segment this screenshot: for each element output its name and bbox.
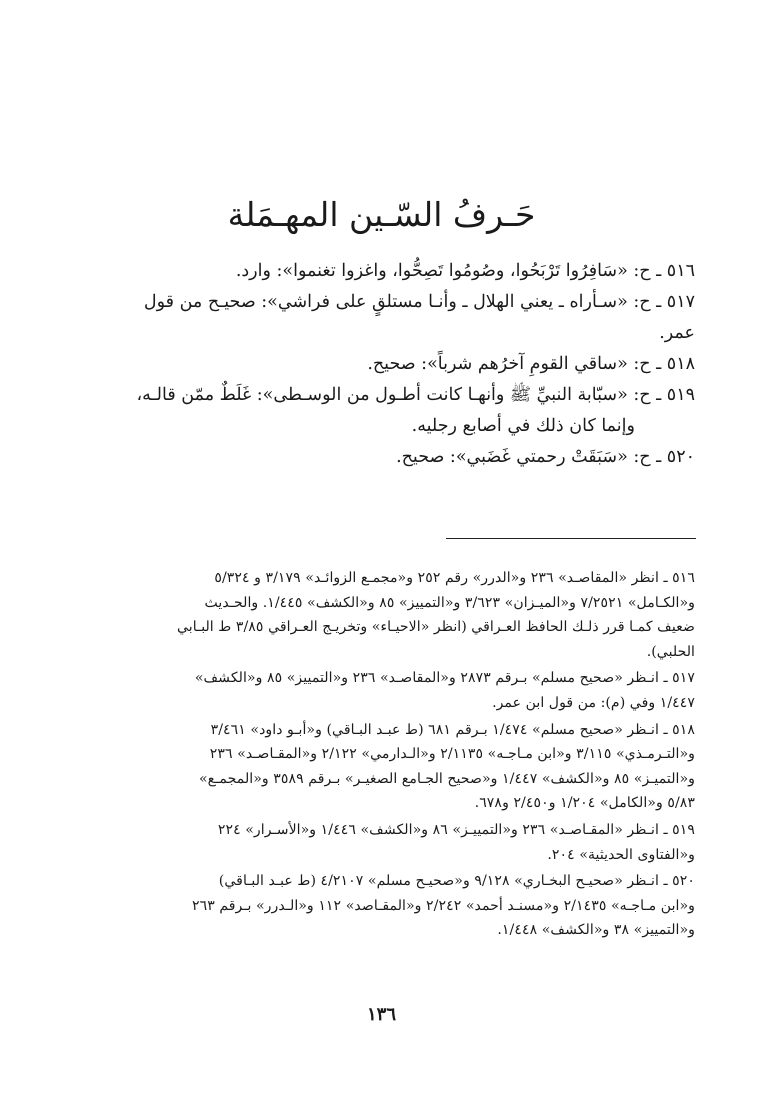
footnote-line: و«التـرمـذي» ٣/١١٥ و«ابن مـاجـه» ٢/١١٣٥ و«الـدارمي» ٢/١٢٢ و«المقـاصـد» ٢٣٦ [209,746,695,763]
footnote-518 [67,718,695,816]
entry-518 [67,349,695,380]
page-number: ١٣٦ [366,1004,396,1025]
footnote-line: الحلبي). [646,643,695,660]
footnote-line: ٥١٦ ـ انظر «المقاصـد» ٢٣٦ و«الدرر» رقم ٢٥٢ و«مجمـع الزوائـد» ٣/١٧٩ و ٥/٣٢٤ [214,570,695,586]
hadith-entries [67,256,695,473]
footnote-519 [67,818,695,867]
footnote-line: و«الفتاوى الحديثية» ٢٠٤. [547,846,695,863]
footnote-line: ضعيف كمـا قرر ذلـك الحافظ العـراقي (انظر «الاحيـاء» وتخريـج العـراقي ٣/٨٥ ط البـابي [176,619,695,636]
footnote-517 [67,666,695,715]
entry-line-continued: عمر. [659,323,695,343]
entry-line: ٥١٦ ـ ح: «سَافِرُوا تَرْبَحُوا، وصُومُوا تَصِحُّوا، واغزوا تغنموا»: وارد. [235,261,695,281]
footnote-line: ٥١٨ ـ انـظر «صحيح مسلم» ١/٤٧٤ بـرقم ٦٨١ (ط عبـد البـاقي) و«أبـو داود» ٣/٤٦١ [210,721,695,738]
footnote-line: و«ابن مـاجـه» ٢/١٤٣٥ و«مسنـد أحمد» ٢/٢٤٢ و«المقـاصد» ١١٢ و«الـدرر» بـرقم ٢٦٣ [191,897,695,914]
chapter-title: حَـرفُ السّـين المهـمَلة [227,195,536,234]
footnote-line: و«التميـز» ٨٥ و«الكشف» ١/٤٤٧ و«صحيح الجـامع الصغيـر» بـرقم ٣٥٨٩ و«المجمـع» [199,770,695,787]
entry-line-continued: وإنما كان ذلك في أصابع رجليه. [411,416,635,436]
footnote-line: ٥١٩ ـ انـظر «المقـاصـد» ٢٣٦ و«التمييـز» ٨٦ و«الكشف» ١/٤٤٦ و«الأسـرار» ٢٢٤ [217,821,695,838]
entry-line: ٥٢٠ ـ ح: «سَبَقَتْ رحمتي غَضَبي»: صحيح. [396,447,695,467]
footnote-516 [67,566,695,664]
footnote-520 [67,869,695,943]
entry-line: ٥١٩ ـ ح: «سبّابة النبيِّ ﷺ وأنهـا كانت أطـول من الوسـطى»: غَلَطٌ ممّن قالـه، [136,385,695,405]
footnote-line: ٥١٧ ـ انـظر «صحيح مسلم» بـرقم ٢٨٧٣ و«المقاصـد» ٢٣٦ و«التمييز» ٨٥ و«الكشف» [194,670,695,687]
footnote-line: و«التمييز» ٣٨ و«الكشف» ١/٤٤٨. [497,922,695,939]
footnote-line: ٥/٨٣ و«الكامل» ١/٢٠٤ و٢/٤٥٠ و٦٧٨. [474,795,695,812]
footnote-separator [446,538,696,539]
footnote-line: و«الكـامل» ٧/٢٥٢١ و«الميـزان» ٣/٦٢٣ و«التمييز» ٨٥ و«الكشف» ١/٤٤٥. والحـديث [204,594,695,611]
entry-517 [67,287,695,349]
footnote-line: ٥٢٠ ـ انـظر «صحيـح البخـاري» ٩/١٢٨ و«صحيـح مسلم» ٤/٢١٠٧ (ط عبـد البـاقي) [218,873,695,890]
entry-line: ٥١٧ ـ ح: «سـأراه ـ يعني الهلال ـ وأنـا مستلقٍ على فراشي»: صحيـح من قول [143,292,695,312]
entry-520 [67,442,695,473]
entry-516 [67,256,695,287]
footnotes [67,566,695,945]
footnote-line: ١/٤٤٧ وفي (م): من قول ابن عمر. [492,694,695,711]
entry-519 [67,380,695,442]
entry-line: ٥١٨ ـ ح: «ساقي القومِ آخرُهم شرباً»: صحيح. [367,354,695,374]
